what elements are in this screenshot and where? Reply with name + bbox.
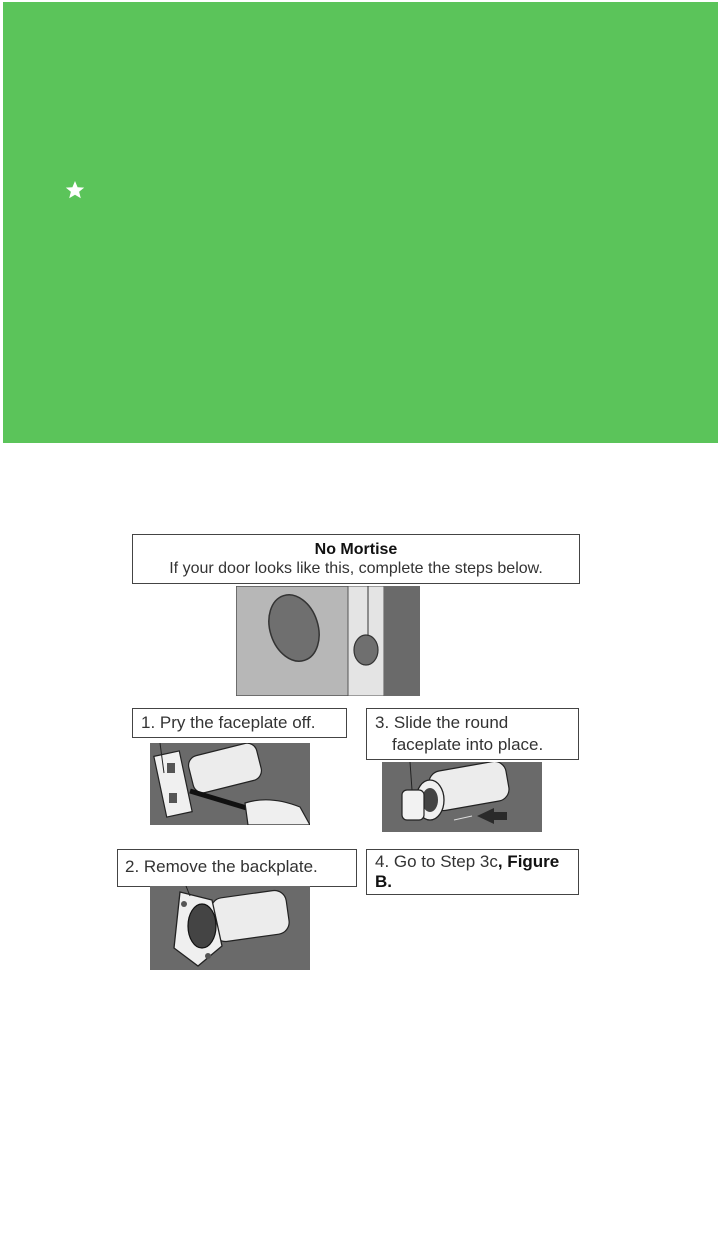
step-3-line-2: faceplate into place.	[392, 735, 544, 754]
door-edge-illustration	[236, 586, 420, 696]
star-icon	[65, 180, 85, 200]
no-mortise-header	[132, 534, 580, 584]
slide-faceplate-illustration	[382, 762, 542, 832]
figure-subtitle: If your door looks like this, complete the steps below.	[169, 560, 543, 577]
step-4-figure-ref: , Figure B.	[375, 852, 560, 891]
figure-title: No Mortise	[314, 541, 398, 558]
step-2-label: 2. Remove the backplate.	[117, 849, 357, 887]
remove-backplate-illustration	[150, 886, 310, 970]
step-3-line-1: 3. Slide the round	[375, 713, 509, 732]
green-banner	[3, 2, 718, 443]
step-3-label	[366, 708, 579, 760]
step-1-label: 1. Pry the faceplate off.	[132, 708, 347, 738]
step-4-label	[366, 849, 579, 895]
step-4-prefix: 4. Go to Step 3c	[375, 852, 498, 871]
pry-faceplate-illustration	[150, 743, 310, 825]
